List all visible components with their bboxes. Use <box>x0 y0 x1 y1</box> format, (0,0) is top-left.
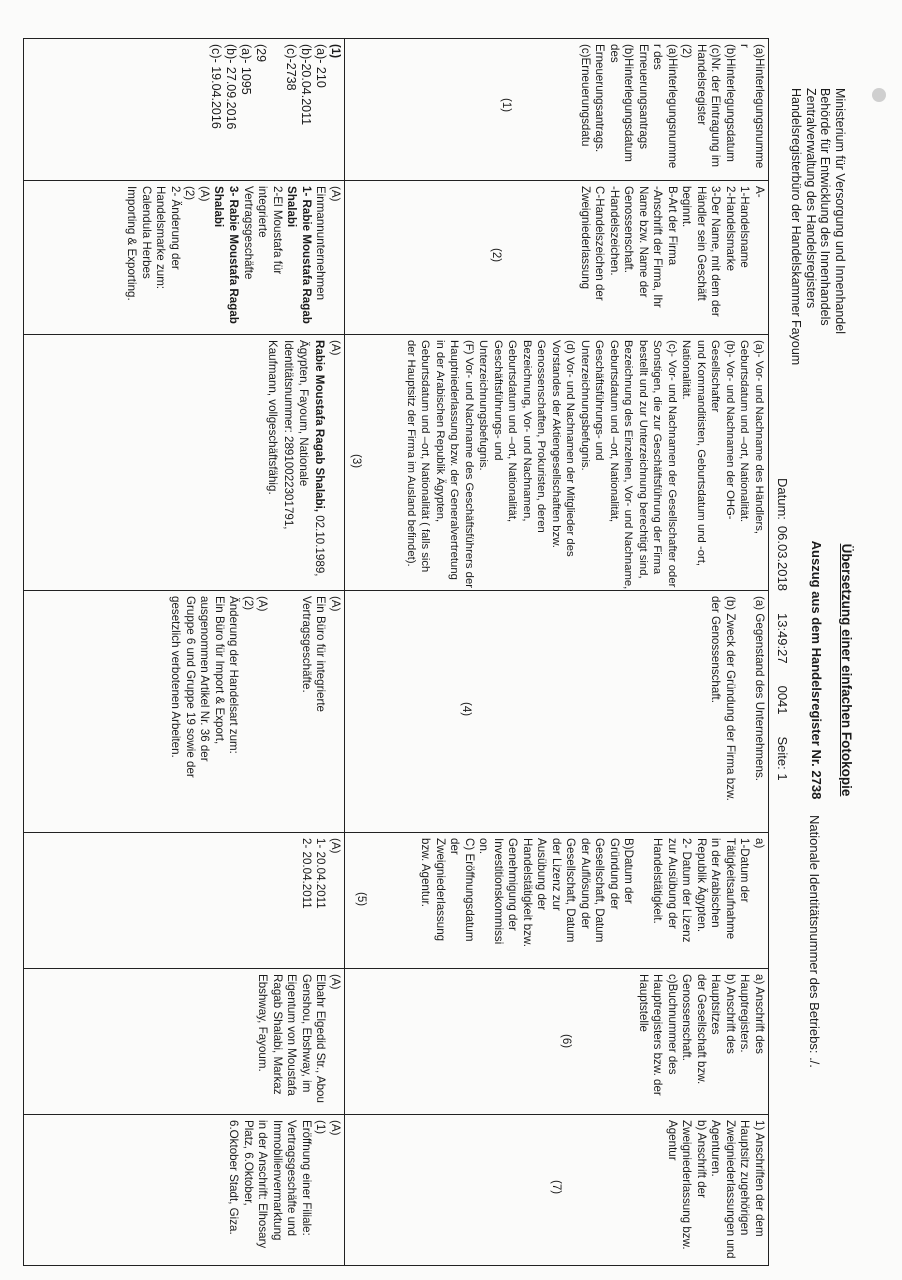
col2-data-1: 1- Rabie Moustafa Ragab Shalabi <box>285 186 313 324</box>
col3-data-a: (A) <box>329 340 342 356</box>
date-label: Datum: <box>775 478 790 520</box>
col4-data: (A) Ein Büro für integrierte Vertragsgeschäfte. (A) (2) Änderung der Handelsart zum: Ein Büro für Import & Export, ausgenommen Artikel Nr. 36 der Gruppe 6 und Gruppe 19 sowie der gesetzlich verbotenen Arbeiten. <box>169 596 342 778</box>
header-line-2: Behörde für Entwicklung des Innenhandels <box>818 88 833 326</box>
meta-line <box>774 478 790 803</box>
col3-data <box>265 340 327 588</box>
trader-name: Rabie Moustafa Ragab Shalabi, <box>313 340 326 513</box>
col4-number: (4) <box>460 702 472 717</box>
title-block <box>808 520 854 820</box>
document-subtitle: Auszug aus dem Handelsregister Nr. 2738 <box>809 540 824 800</box>
col3-head: (a)- Vor- und Nachname des Händlers, Geburtsdatum und –ort, Nationalität. (b)- Vor- und Nachnamen der OHG-Gesellschafter und Kommanditisten, Geburtsdatum und -ort, Nationalität. (c)- Vor- und Nachnamen der Gesellschafter oder Sonstigen, die zur Geschäftsführung der Firma bestellt und zur Unterzeichnung berechtigt sind, Bezeichnung des Einzelnen, Vor- und Nachname, Geburtsdatum und –ort, Nationalität, Geschäftsführungs- und Unterzeichnungsbefugnis. (d) Vor- und Nachnamen der Mitglieder des Vorstandes der Aktiengesellschaften bzw. Genossenschaften, Prokuristen, deren Bezeichnung, Vor- und Nachnamen, Geburtsdatum und –ort, Nationalität, Geschäftsführungs- und Unterzeichnungsbefugnis. (F) Vor- und Nachname des Geschäftsführers der Hauptniederlassung bzw. der Generalvertretung in der Arabischen Republik Ägypten, Geburtsdatum und –ort, Nationalität ( falls sich der Hauptsitz der Firma im Ausland befindet). <box>405 340 765 590</box>
table-row-divider <box>344 38 345 1266</box>
col5-number: (5) <box>355 892 367 907</box>
col5-head: a) 1-Datum der Tätigkeitsaufnahme in der Arabischen Republik Ägypten. 2- Datum der Lizenz zur Ausübung der Handelstätigkeit. B)Datum der Gründung der Gesellschaft, Datum der Auflösung der Gesellschaft, Datum der Lizenz zur Ausübung der Handelstätigkeit bzw. Genehmigung der Investitionskommissi on. C) Eröffnungsdatum der Zweigniederlassung bzw. Agentur. <box>419 838 766 947</box>
col2-data-a: (A) Einmannunternehmen <box>314 186 342 301</box>
column-divider-5 <box>23 968 769 969</box>
col2-head: A- 1-Handelsname 2-Handelsmarke 3-Der Name, mit dem der Händler sein Geschäft beginnt. B-Art der Firma -Anschrift der Firma, Ihr Name bzw. Name der Genossenschaft. -Handelszeichen. C-Handelszeichen der Zweigniederlassung <box>579 186 766 317</box>
header-line-4: Handelsregisterbüro der Handelskammer Fayoum <box>789 88 804 366</box>
col6-head: a) Anschrift des Hauptregisters. b) Anschrift des Hauptsitzes der Gesellschaft bzw. Genossenschaft. c)Buchnummer des Hauptregisters bzw. der Hauptstelle <box>637 974 766 1096</box>
trader-details: 02.10.1989, Ägypten, Fayoum, Nationale Identitätsnummer: 28910022301791, Kaufmann, vollgeschäftsfähig. <box>266 340 326 577</box>
col4-head: (a) Gegenstand des Unternehmens. (b) Zweck der Gründung der Firma bzw. der Genossenschaft. <box>709 596 766 801</box>
column-divider-3 <box>23 590 769 591</box>
col7-data: (A) (1) Eröffnung einer Filiale: Vertragsgeschäfte und Immobilienvermarktung in der Anschrift: Elhosary Platz, 6.Oktober, 6.Oktober Stadt, Giza. <box>227 1120 342 1249</box>
col2-number: (2) <box>490 248 502 263</box>
page-number: Seite: 1 <box>775 736 790 781</box>
col2-data-2: 2-El Moustafa für integrierte Vertragsgeschäfte <box>242 186 284 280</box>
national-id-line: Nationale Identitätsnummer des Betriebs: ./. <box>807 815 822 1068</box>
table-top-border <box>768 38 769 1266</box>
header-line-1: Ministerium für Versorgung und Innenhandel <box>833 88 847 334</box>
col1-data: (a)- 210 (b)-20.04.2011 (c)-2738 (29 (a)- 1095 (b)- 27.09.2016 (c)- 19.04.2016 <box>209 44 328 130</box>
column-divider-4 <box>23 832 769 833</box>
col1-head: (a)Hinterlegungsnumme r (b)Hinterlegungsdatum (c)Nr. der Eintragung im Handelsregister (2) (a)Hinterlegungsnumme r des Erneuerungsantrags (b)Hinterlegungsdatum des Erneuerungsantrags. (c)Erneuerungsdatu <box>579 44 766 169</box>
col2-data-3: 3- Rabie Moustafa Ragab Shalabi <box>212 186 240 324</box>
code-value: 0041 <box>775 685 790 715</box>
col1-data-head: (1) <box>329 44 342 59</box>
col7-number: (7) <box>550 1180 562 1195</box>
header-line-3: Zentralverwaltung des Handelsregisters <box>804 88 818 309</box>
col3-number: (3) <box>350 454 362 469</box>
col5-data: (A) 1- 20.04.2011 2- 20.04.2011 <box>300 838 342 909</box>
col2-data-rest: (A) (2) 2- Änderung der Handelsmarke zum: Calendula Herbes Importing & Exporting. <box>125 186 211 301</box>
column-divider-2 <box>23 334 769 335</box>
column-divider-1 <box>23 180 769 181</box>
table-right-border <box>23 1265 769 1266</box>
table-bottom-border <box>23 38 24 1266</box>
column-divider-6 <box>23 1114 769 1115</box>
col6-data: (A) Elbahr Elgedid Str., Abou Genshou, Ebshway, im Eigentum von Moustafa Ragab Shalabi, Markaz Ebshway, Fayoum. <box>256 974 342 1103</box>
col1-number: (1) <box>500 98 512 113</box>
table-left-border <box>23 38 769 39</box>
col6-number: (6) <box>560 1034 572 1049</box>
date-value: 06.03.2018 <box>775 525 790 591</box>
authority-header <box>789 88 847 365</box>
punch-hole-mark <box>872 88 886 102</box>
col7-head: 1) Anschriften der dem Hauptsitz zugehörigen Zweigniederlassungen und Agenturen. b) Anschrift der Zweigniederlassung bzw. Agentur <box>666 1120 766 1259</box>
document-title: Übersetzung einer einfachen Fotokopie <box>839 543 854 797</box>
time-value: 13:49:27 <box>775 612 790 664</box>
